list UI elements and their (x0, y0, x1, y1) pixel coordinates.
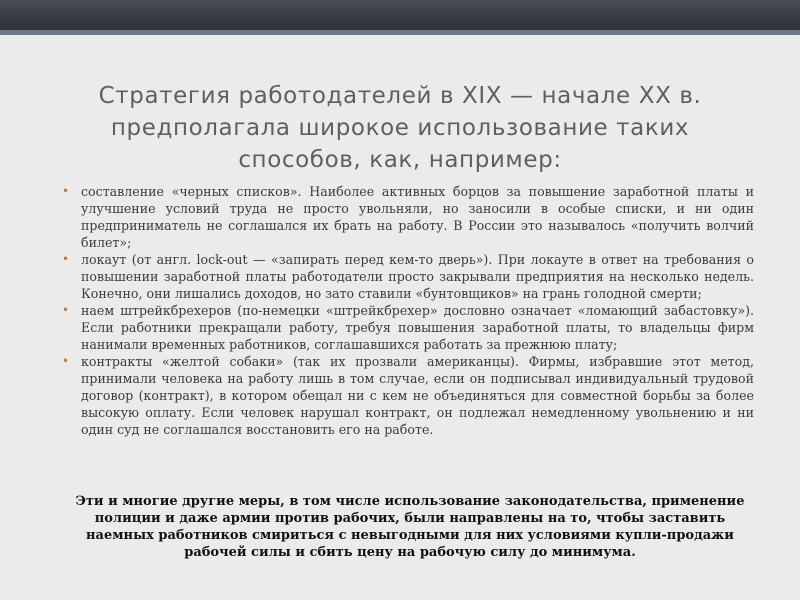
bullet-item (62, 183, 754, 251)
header-bar (0, 0, 800, 30)
bullet-icon: • (62, 354, 70, 368)
slide-title: Стратегия работодателей в XIX — начале XX в. предполагала широкое использование таких способов, как, например: (98, 83, 702, 173)
bullet-text: наем штрейкбрехеров (по-немецки «штрейкбрехер» дословно означает «ломающий забастовку»). Если работники прекращали работу, требуя повышения заработной платы, то владельцы фирм нанимали временных работников, соглашавшихся работать за прежнюю плату; (81, 303, 754, 352)
bullet-icon: • (62, 252, 70, 266)
conclusion-text: Эти и многие другие меры, в том числе использование законодательства, применение полиции и даже армии против рабочих, были направлены на то, чтобы заставить наемных работников смириться с невыгодными для них условиями купли-продажи рабочей силы и сбить цену на рабочую силу до минимума. (75, 494, 745, 560)
bullet-item (62, 353, 754, 438)
bullet-text: контракты «желтой собаки» (так их прозвали американцы). Фирмы, избравшие этот метод, принимали человека на работу лишь в том случае, если он подписывал индивидуальный трудовой договор (контракт), в котором обещал ни с кем не объединяться для совместной борьбы за более высокую оплату. Если человек нарушал контракт, он подлежал немедленному увольнению и ни один суд не соглашался восстановить его на работе. (81, 354, 754, 437)
accent-stripe (0, 30, 800, 35)
bullet-item (62, 302, 754, 353)
bullet-item (62, 251, 754, 302)
bullet-icon: • (62, 184, 70, 198)
bullet-text: составление «черных списков». Наиболее активных борцов за повышение заработной платы и улучшение условий труда не просто увольняли, но заносили в особые списки, и ни один предприниматель не соглашался их брать на работу. В России это называлось «получить волчий билет»; (81, 184, 754, 250)
bullet-icon: • (62, 303, 70, 317)
bullet-list (62, 183, 754, 438)
bullet-text: локаут (от англ. lock-out — «запирать перед кем-то дверь»). При локауте в ответ на требования о повышении заработной платы работодатели просто закрывали предприятия на несколько недель. Конечно, они лишались доходов, но зато ставили «бунтовщиков» на грань голодной смерти; (81, 252, 754, 301)
